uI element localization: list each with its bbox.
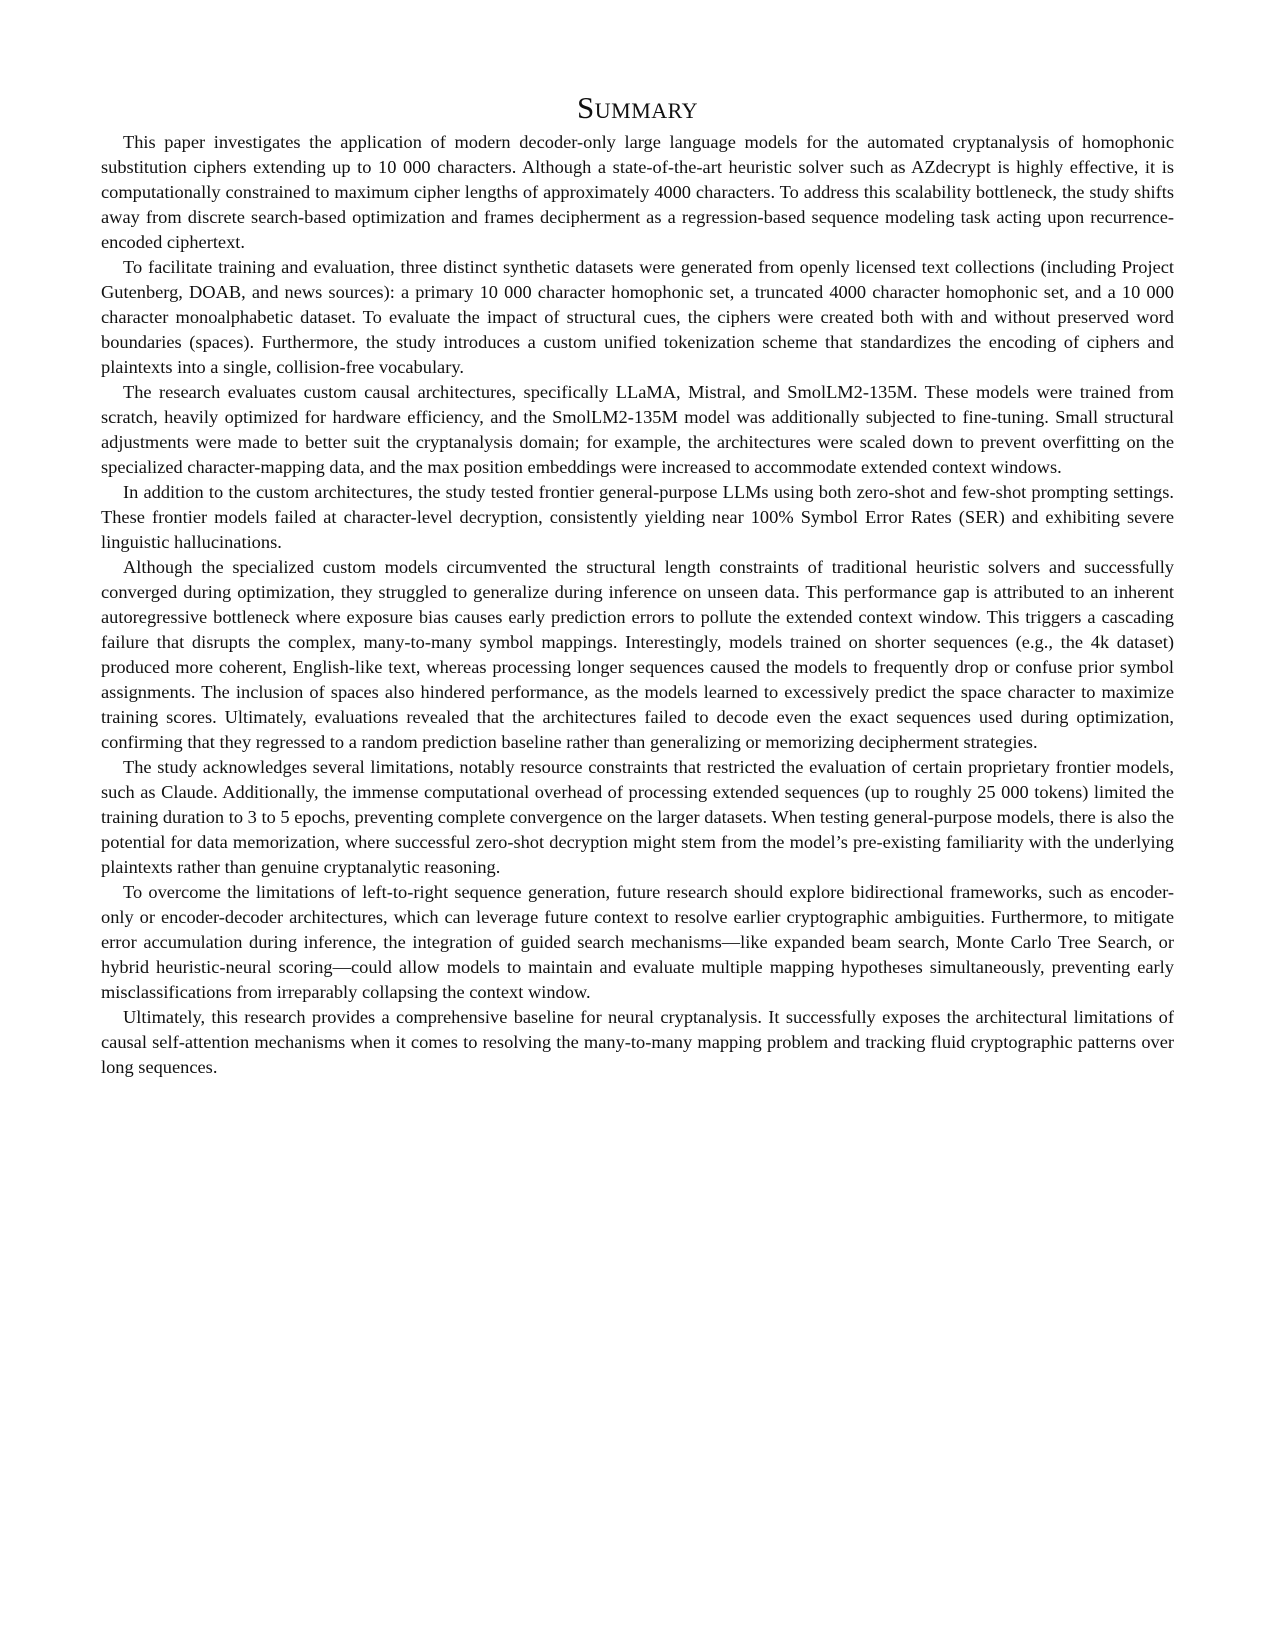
paragraph-limitations: The study acknowledges several limitations, notably resource constraints that restricted the evaluation of certain proprietary frontier models, such as Claude. Additionally, the immense computational overhead of processing extended sequences (up to roughly 25 000 tokens) limited the training duration to 3 to 5 epochs, preventing complete convergence on the larger datasets. When testing general-purpose models, there is also the potential for data memorization, where successful zero-shot decryption might stem from the model’s pre-existing familiarity with the underlying plaintexts rather than genuine cryptanalytic reasoning. [101,757,1174,877]
paragraph-frontier-models: In addition to the custom architectures, the study tested frontier general-purpose LLMs using both zero-shot and few-shot prompting settings. These frontier models failed at character-level decryption, consistently yielding near 100% Symbol Error Rates (SER) and exhibiting severe linguistic hallucinations. [101,482,1174,552]
paragraph-conclusion: Ultimately, this research provides a comprehensive baseline for neural cryptanalysis. It successfully exposes the architectural limitations of causal self-attention mechanisms when it comes to resolving the many-to-many mapping problem and tracking fluid cryptographic patterns over long sequences. [101,1007,1174,1077]
paragraph-results: Although the specialized custom models circumvented the structural length constraints of traditional heuristic solvers and successfully converged during optimization, they struggled to generalize during inference on unseen data. This performance gap is attributed to an inherent autoregressive bottleneck where exposure bias causes early prediction errors to pollute the extended context window. This triggers a cascading failure that disrupts the complex, many-to-many symbol mappings. Interestingly, models trained on shorter sequences (e.g., the 4k dataset) produced more coherent, English-like text, whereas processing longer sequences caused the models to frequently drop or confuse prior symbol assignments. The inclusion of spaces also hindered performance, as the models learned to excessively predict the space character to maximize training scores. Ultimately, evaluations revealed that the architectures failed to decode even the exact sequences used during optimization, confirming that they regressed to a random prediction baseline rather than generalizing or memorizing decipherment strategies. [101,557,1174,752]
section-title: Summary [577,90,698,125]
paragraph-future-work: To overcome the limitations of left-to-right sequence generation, future research should explore bidirectional frameworks, such as encoder-only or encoder-decoder architectures, which can leverage future context to resolve earlier cryptographic ambiguities. Furthermore, to mitigate error accumulation during inference, the integration of guided search mechanisms—like expanded beam search, Monte Carlo Tree Search, or hybrid heuristic-neural scoring—could allow models to maintain and evaluate multiple mapping hypotheses simultaneously, preventing early misclassifications from irreparably collapsing the context window. [101,882,1174,1002]
paragraph-architectures: The research evaluates custom causal architectures, specifically LLaMA, Mistral, and SmolLM2-135M. These models were trained from scratch, heavily optimized for hardware efficiency, and the SmolLM2-135M model was additionally subjected to fine-tuning. Small structural adjustments were made to better suit the cryptanalysis domain; for example, the architectures were scaled down to prevent overfitting on the specialized character-mapping data, and the max position embeddings were increased to accommodate extended context windows. [101,382,1174,477]
paragraph-datasets: To facilitate training and evaluation, three distinct synthetic datasets were generated from openly licensed text collections (including Project Gutenberg, DOAB, and news sources): a primary 10 000 character homophonic set, a truncated 4000 character homophonic set, and a 10 000 character monoalphabetic dataset. To evaluate the impact of structural cues, the ciphers were created both with and without preserved word boundaries (spaces). Furthermore, the study introduces a custom unified tokenization scheme that standardizes the encoding of ciphers and plaintexts into a single, collision-free vocabulary. [101,257,1174,377]
paragraph-overview: This paper investigates the application of modern decoder-only large language models for the automated cryptanalysis of homophonic substitution ciphers extending up to 10 000 characters. Although a state-of-the-art heuristic solver such as AZdecrypt is highly effective, it is computationally constrained to maximum cipher lengths of approximately 4000 characters. To address this scalability bottleneck, the study shifts away from discrete search-based optimization and frames decipherment as a regression-based sequence modeling task acting upon recurrence-encoded ciphertext. [101,132,1174,252]
summary-page [101,88,1174,1080]
